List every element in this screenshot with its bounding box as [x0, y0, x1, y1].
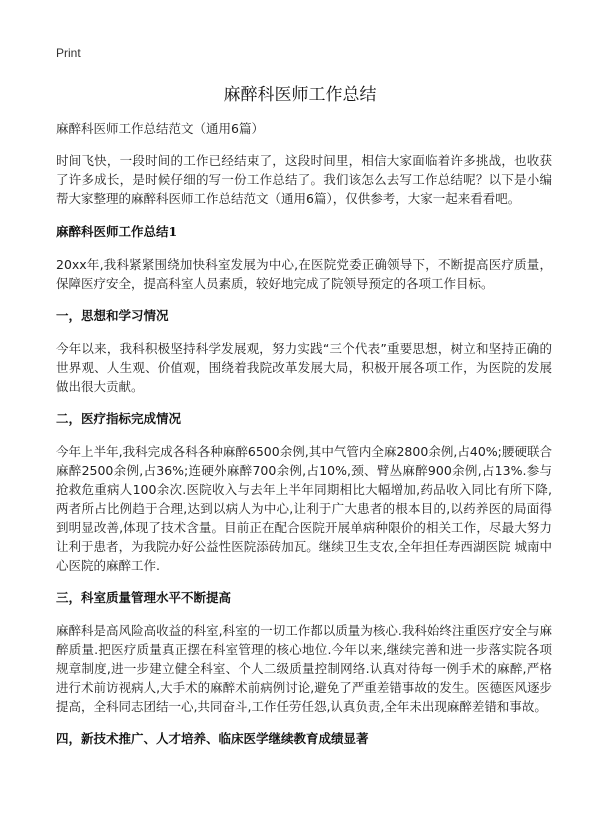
print-link[interactable]: Print — [56, 46, 81, 60]
section-paragraph: 今年以来，我科积极坚持科学发展观，努力实践“三个代表”重要思想，树立和坚持正确的世界观、人生观、价值观，围绕着我院改革发展大局，积极开展各项工作，为医院的发展做出很大贡献。 — [56, 341, 552, 394]
section-paragraph: 麻醉科是高风险高收益的科室,科室的一切工作都以质量为核心.我科始终注重医疗安全与麻醉质量.把医疗质量真正摆在科室管理的核心地位.今年以来,继续完善和进一步落实院各项规章制度,进一步建立健全科室、个人二级质量控制网络.认真对待每一例手术的麻醉,严格进行术前访视病人,大手术的麻醉术前病例讨论,避免了严重差错事故的发生。医德医风逐步提高，全科同志团结一心,共同奋斗,工作任劳任怨,认真负责,全年未出现麻醉差错和事故。 — [56, 623, 552, 714]
section-paragraph: 20xx年,我科紧紧围绕加快科室发展为中心,在医院党委正确领导下，不断提高医疗质量，保障医疗安全，提高科室人员素质，较好地完成了院领导预定的各项工作目标。 — [56, 257, 552, 291]
section-heading: 一，思想和学习情况 — [56, 308, 169, 323]
document-subtitle: 麻醉科医师工作总结范文（通用6篇） — [56, 121, 264, 136]
section-summary-1 — [56, 223, 552, 293]
document-body — [56, 120, 552, 762]
section-heading: 四，新技术推广、人才培养、临床医学继续教育成绩显著 — [56, 731, 369, 746]
section-heading: 二，医疗指标完成情况 — [56, 411, 182, 426]
section-heading: 麻醉科医师工作总结1 — [56, 224, 178, 239]
section-new-technology — [56, 730, 552, 748]
section-thinking-study — [56, 307, 552, 396]
section-medical-indicators — [56, 410, 552, 575]
intro-paragraph: 时间飞快，一段时间的工作已经结束了，这段时间里，相信大家面临着许多挑战，也收获了许多成长，是时候仔细的写一份工作总结了。我们该怎么去写工作总结呢？以下是小编帮大家整理的麻醉科医师工作总结范文（通用6篇），仅供参考，大家一起来看看吧。 — [56, 153, 552, 206]
page-title: 麻醉科医师工作总结 — [223, 85, 377, 105]
section-paragraph: 今年上半年,我科完成各科各种麻醉6500余例,其中气管内全麻2800余例,占40%;腰硬联合麻醉2500余例,占36%;连硬外麻醉700余例,占10%,颈、臂丛麻醉900余例,占13%.参与抢救危重病人100余次.医院收入与去年上半年同期相比大幅增加,药品收入同比有所下降,两者所占比例趋于合理,达到以病人为中心,让利于广大患者的根本目的,以药养医的局面得到明显改善,体现了技术含量。目前正在配合医院开展单病种限价的相关工作，尽最大努力让利于患者，为我院办好公益性医院添砖加瓦。继续卫生支农,全年担任寿西湖医院 城南中心医院的麻醉工作. — [56, 444, 552, 573]
section-heading: 三，科室质量管理水平不断提高 — [56, 590, 232, 605]
section-quality-management — [56, 589, 552, 716]
